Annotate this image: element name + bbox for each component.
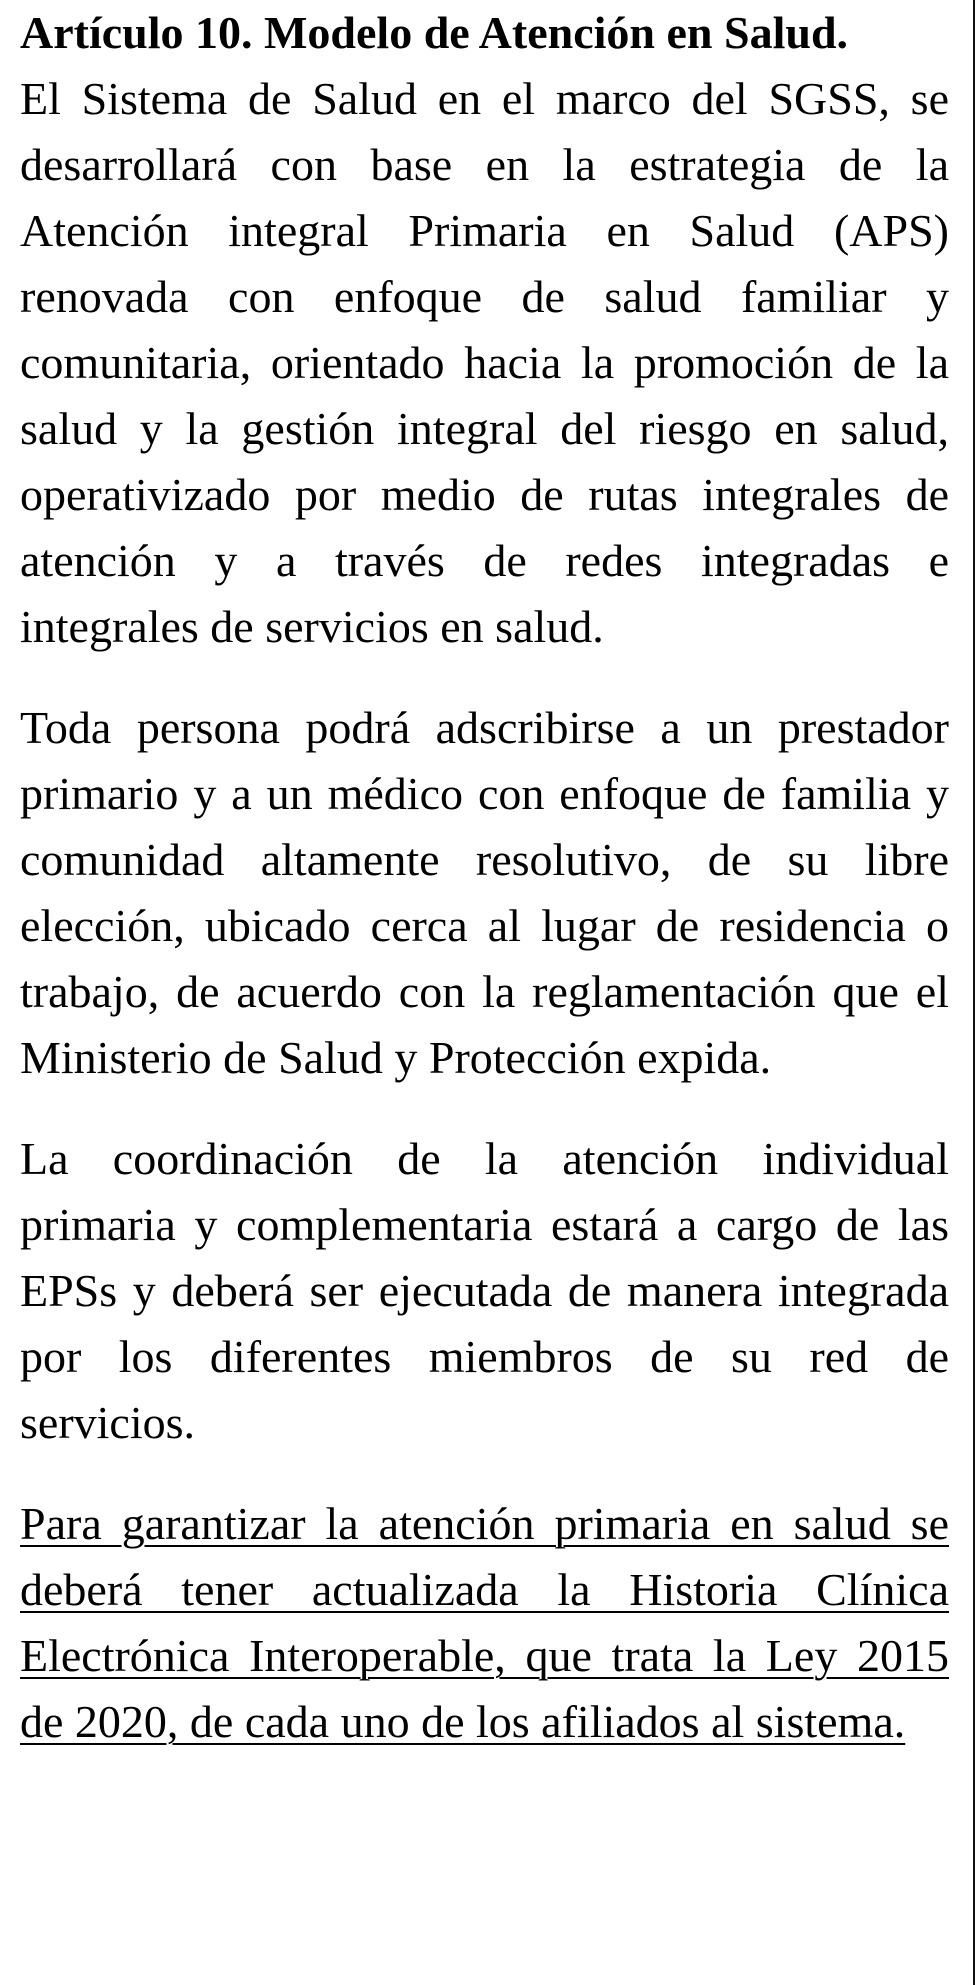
article-document	[20, 0, 949, 1790]
article-paragraph-2: Toda persona podrá adscribirse a un prestador primario y a un médico con enfoque de familia y comunidad altamente resolutivo, de su libre elección, ubicado cerca al lugar de residencia o trabajo, de acuerdo con la reglamentación que el Ministerio de Salud y Protección expida.	[20, 702, 949, 1083]
article-paragraph-3: La coordinación de la atención individual primaria y complementaria estará a cargo de las EPSs y deberá ser ejecutada de manera integrada por los diferentes miembros de su red de servicios.	[20, 1133, 949, 1448]
article-paragraph-1	[20, 0, 949, 660]
page-right-border	[973, 0, 975, 1985]
article-paragraph-4-underlined: Para garantizar la atención primaria en salud se deberá tener actualizada la Historia Clínica Electrónica Interoperable, que trata la Ley 2015 de 2020, de cada uno de los afiliados al sistema.	[20, 1498, 949, 1747]
article-paragraph-1-body: El Sistema de Salud en el marco del SGSS, se desarrollará con base en la estrategia de la Atención integral Primaria en Salud (APS) renovada con enfoque de salud familiar y comunitaria, orientado hacia la promoción de la salud y la gestión integral del riesgo en salud, operativizado por medio de rutas integrales de atención y a través de redes integradas e integrales de servicios en salud.	[20, 73, 949, 652]
article-heading: Artículo 10. Modelo de Atención en Salud.	[20, 7, 849, 58]
